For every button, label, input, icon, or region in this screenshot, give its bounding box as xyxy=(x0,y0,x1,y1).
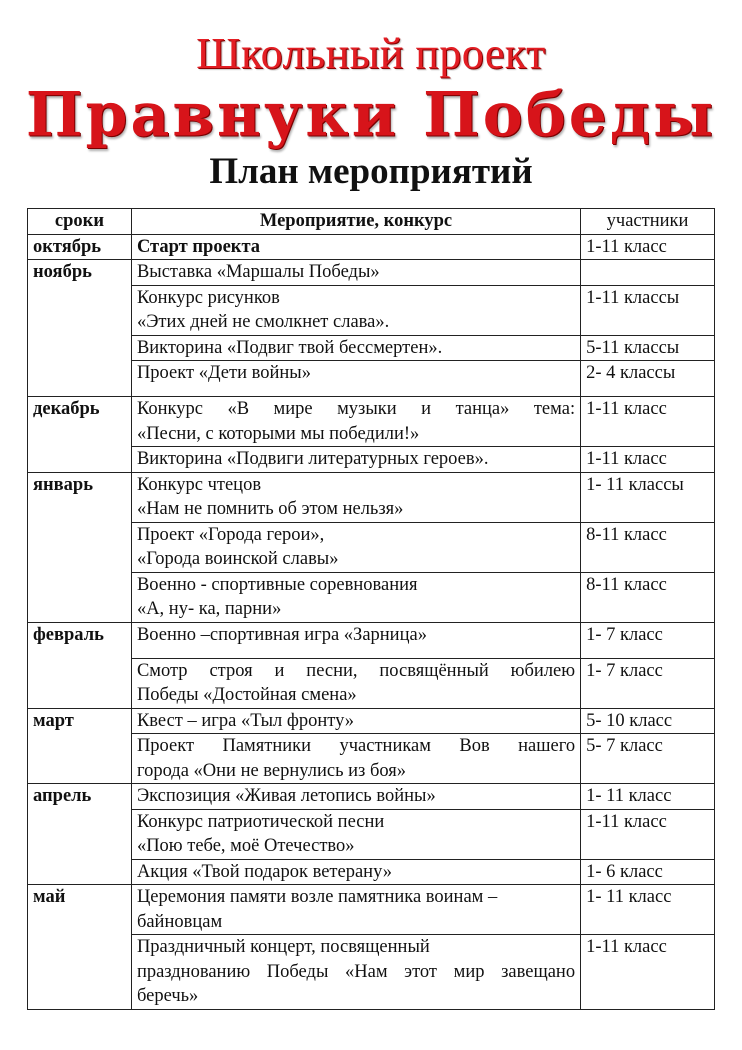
event-cell xyxy=(131,734,580,784)
participants-cell: 1- 6 класс xyxy=(581,859,715,885)
event-text-line: Церемония памяти возле памятника воинам – xyxy=(136,887,498,907)
table-row xyxy=(28,361,715,397)
event-cell xyxy=(131,397,580,447)
participants-cell: 1-11 классы xyxy=(581,285,715,335)
participants-cell: 1- 11 класс xyxy=(581,885,715,935)
table-row xyxy=(28,522,715,572)
event-text-line: Выставка «Маршалы Победы» xyxy=(136,262,380,282)
event-text-line: «Города воинской славы» xyxy=(136,549,339,569)
event-text-line: Конкурс чтецов xyxy=(136,474,262,495)
month-cell: октябрь xyxy=(28,234,132,260)
event-text-line: Квест – игра «Тыл фронту» xyxy=(136,710,355,731)
event-text-line: Старт проекта xyxy=(136,236,261,257)
table-row xyxy=(28,734,715,784)
event-text-line: Конкурс «В мире музыки и танца» тема: xyxy=(136,399,576,419)
month-cell: декабрь xyxy=(28,397,132,473)
month-cell: май xyxy=(28,885,132,1010)
event-cell xyxy=(131,234,580,260)
table-body xyxy=(28,234,715,1009)
column-header-dates: сроки xyxy=(28,209,132,235)
participants-cell xyxy=(581,260,715,286)
month-cell: январь xyxy=(28,472,132,622)
event-cell xyxy=(131,708,580,734)
event-cell xyxy=(131,658,580,708)
month-cell: ноябрь xyxy=(28,260,132,397)
participants-cell: 1-11 класс xyxy=(581,809,715,859)
event-cell xyxy=(131,447,580,473)
event-text-line: Викторина «Подвиги литературных героев». xyxy=(136,449,489,469)
event-cell xyxy=(131,622,580,658)
table-row xyxy=(28,397,715,447)
event-text-line: беречь» xyxy=(136,986,199,1006)
event-cell xyxy=(131,335,580,361)
event-text-line: Конкурс патриотической песни xyxy=(136,811,385,832)
participants-cell: 1-11 класс xyxy=(581,234,715,260)
table-row xyxy=(28,708,715,734)
plan-heading: План мероприятий xyxy=(209,151,533,192)
participants-cell: 8-11 класс xyxy=(581,522,715,572)
table-row xyxy=(28,859,715,885)
event-text-line: «Песни, с которыми мы победили!» xyxy=(136,423,420,444)
event-cell xyxy=(131,809,580,859)
event-cell xyxy=(131,285,580,335)
table-row xyxy=(28,809,715,859)
participants-cell: 1- 7 класс xyxy=(581,622,715,658)
participants-cell: 5- 7 класс xyxy=(581,734,715,784)
events-plan-table xyxy=(27,208,715,1010)
participants-cell: 8-11 класс xyxy=(581,572,715,622)
participants-cell: 1- 11 класс xyxy=(581,784,715,810)
project-title: Правнуки Победы xyxy=(25,79,717,151)
event-text-line: Победы «Достойная смена» xyxy=(136,685,357,705)
table-row xyxy=(28,622,715,658)
event-text-line: Военно –спортивная игра «Зарница» xyxy=(136,624,427,645)
event-text-line: байновцам xyxy=(136,911,223,932)
event-text-line: Экспозиция «Живая летопись войны» xyxy=(136,786,436,806)
event-text-line: Акция «Твой подарок ветерану» xyxy=(136,861,393,882)
event-text-line: «Этих дней не смолкнет слава». xyxy=(136,312,390,332)
column-header-event: Мероприятие, конкурс xyxy=(131,209,580,235)
event-text-line: Конкурс рисунков xyxy=(136,287,280,308)
table-row xyxy=(28,885,715,935)
event-cell xyxy=(131,522,580,572)
month-cell: март xyxy=(28,708,132,784)
table-header-row xyxy=(28,209,715,235)
event-cell xyxy=(131,859,580,885)
column-header-participants: участники xyxy=(581,209,715,235)
participants-cell: 5- 10 класс xyxy=(581,708,715,734)
month-cell: февраль xyxy=(28,622,132,708)
event-cell xyxy=(131,935,580,1010)
table-row xyxy=(28,285,715,335)
participants-cell: 1- 7 класс xyxy=(581,658,715,708)
event-cell xyxy=(131,361,580,397)
event-text-line: Военно - спортивные соревнования xyxy=(136,574,418,595)
participants-cell: 1-11 класс xyxy=(581,935,715,1010)
table-row xyxy=(28,572,715,622)
event-text-line: «Пою тебе, моё Отечество» xyxy=(136,836,355,856)
table-row xyxy=(28,335,715,361)
table-row xyxy=(28,260,715,286)
table-row xyxy=(28,935,715,1010)
project-label: Школьный проект xyxy=(196,29,546,78)
table-row xyxy=(28,658,715,708)
table-row xyxy=(28,447,715,473)
month-cell: апрель xyxy=(28,784,132,885)
table-row xyxy=(28,472,715,522)
event-text-line: города «Они не вернулись из боя» xyxy=(136,760,407,781)
event-text-line: Праздничный концерт, посвященный xyxy=(136,937,430,957)
event-text-line: Смотр строя и песни, посвящённый юбилею xyxy=(136,660,576,681)
table-row xyxy=(28,784,715,810)
event-cell xyxy=(131,572,580,622)
event-text-line: празднованию Победы «Нам этот мир завещано xyxy=(136,961,576,982)
event-text-line: Проект Памятники участникам Вов нашего xyxy=(136,736,576,756)
event-cell xyxy=(131,472,580,522)
event-cell xyxy=(131,260,580,286)
table-row xyxy=(28,234,715,260)
participants-cell: 1-11 класс xyxy=(581,397,715,447)
event-text-line: Проект «Дети войны» xyxy=(136,363,311,383)
participants-cell: 1-11 класс xyxy=(581,447,715,473)
event-text-line: «А, ну- ка, парни» xyxy=(136,599,282,619)
participants-cell: 1- 11 классы xyxy=(581,472,715,522)
event-text-line: Викторина «Подвиг твой бессмертен». xyxy=(136,337,443,358)
event-text-line: «Нам не помнить об этом нельзя» xyxy=(136,499,404,519)
event-text-line: Проект «Города герои», xyxy=(136,524,325,545)
participants-cell: 2- 4 классы xyxy=(581,361,715,397)
event-cell xyxy=(131,784,580,810)
event-cell xyxy=(131,885,580,935)
participants-cell: 5-11 классы xyxy=(581,335,715,361)
